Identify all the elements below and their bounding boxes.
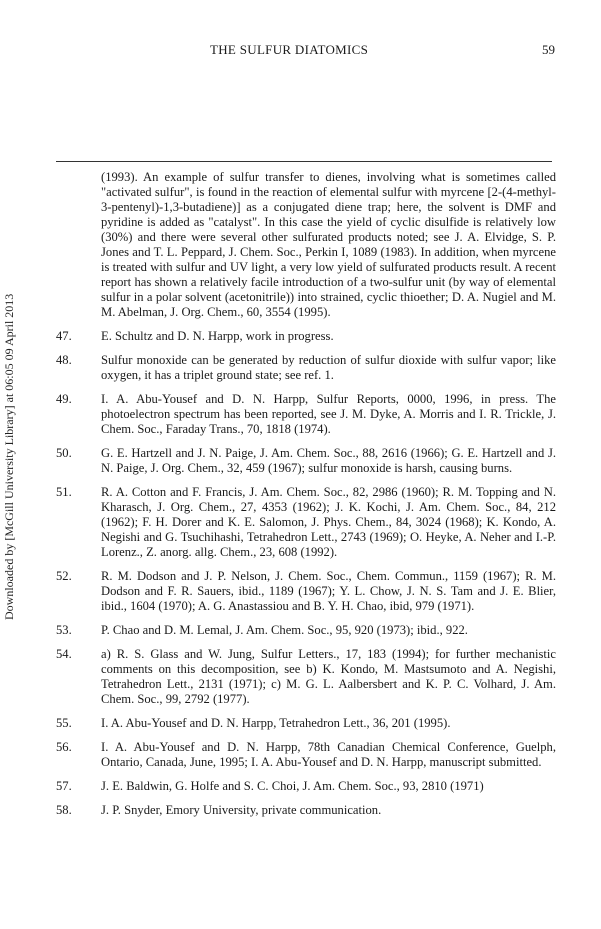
- reference-text: G. E. Hartzell and J. N. Paige, J. Am. Chem. Soc., 88, 2616 (1966); G. E. Hartzell and J. N. Paige, J. Org. Chem., 32, 459 (1967); sulfur monoxide is harsh, causing burns.: [101, 446, 556, 475]
- reference-number: 56.: [56, 740, 72, 754]
- reference-text: J. E. Baldwin, G. Holfe and S. C. Choi, J. Am. Chem. Soc., 93, 2810 (1971): [101, 779, 484, 793]
- reference-number: 47.: [56, 329, 72, 343]
- reference-continuation: [56, 170, 556, 320]
- separator-rule: [56, 161, 552, 162]
- reference-number: 53.: [56, 623, 72, 637]
- reference-text: E. Schultz and D. N. Harpp, work in progress.: [101, 329, 334, 343]
- reference-list: [56, 170, 556, 827]
- reference-item: [56, 569, 556, 614]
- page-number: 59: [542, 42, 555, 57]
- reference-text: R. M. Dodson and J. P. Nelson, J. Chem. Soc., Chem. Commun., 1159 (1967); R. M. Dodson and F. R. Sauers, ibid., 1189 (1967); Y. L. Chow, J. N. S. Tam and J. E. Blier, ibid., 1604 (1970); A. G. Anastassiou and B. Y. H. Chao, ibid, 979 (1971).: [101, 569, 556, 613]
- reference-item: [56, 485, 556, 560]
- reference-item: [56, 779, 556, 794]
- reference-text: Sulfur monoxide can be generated by reduction of sulfur dioxide with sulfur vapor; like oxygen, it has a triplet ground state; see ref. 1.: [101, 353, 556, 382]
- reference-text: J. P. Snyder, Emory University, private communication.: [101, 803, 382, 817]
- reference-number: 50.: [56, 446, 72, 460]
- reference-number: 55.: [56, 716, 72, 730]
- reference-item: [56, 446, 556, 476]
- reference-number: 54.: [56, 647, 72, 661]
- reference-number: 48.: [56, 353, 72, 367]
- reference-text: a) R. S. Glass and W. Jung, Sulfur Letters., 17, 183 (1994); for further mechanistic comments on this decomposition, see b) K. Kondo, M. Mastsumoto and A. Negishi, Tetrahedron Lett., 2131 (1971); c) M. G. L. Aalbersbert and K. P. C. Volhard, J. Am. Chem. Soc., 99, 2792 (1977).: [101, 647, 556, 706]
- reference-item: [56, 803, 556, 818]
- page-header: [0, 42, 601, 62]
- reference-number: 58.: [56, 803, 72, 817]
- reference-number: 51.: [56, 485, 72, 499]
- reference-item: [56, 329, 556, 344]
- reference-number: 52.: [56, 569, 72, 583]
- reference-text: I. A. Abu-Yousef and D. N. Harpp, Sulfur Reports, 0000, 1996, in press. The photoelectron spectrum has been reported, see J. M. Dyke, A. Morris and I. R. Trickle, J. Chem. Soc., Faraday Trans., 70, 1818 (1974).: [101, 392, 556, 436]
- reference-item: [56, 647, 556, 707]
- running-head: THE SULFUR DIATOMICS: [210, 42, 369, 57]
- reference-number: 49.: [56, 392, 72, 406]
- reference-text: R. A. Cotton and F. Francis, J. Am. Chem. Soc., 82, 2986 (1960); R. M. Topping and N. Kharasch, J. Org. Chem., 27, 4353 (1962); J. K. Kochi, J. Am. Chem. Soc., 84, 212 (1962); F. H. Dorer and K. E. Salomon, J. Phys. Chem., 84, 3024 (1968); K. Kondo, A. Negishi and G. Tsuchihashi, Tetrahedron Lett., 2743 (1969); O. Heyke, A. Neher and I.-P. Lorenz., Z. anorg. allg. Chem., 23, 608 (1992).: [101, 485, 556, 559]
- reference-item: [56, 716, 556, 731]
- reference-text: I. A. Abu-Yousef and D. N. Harpp, Tetrahedron Lett., 36, 201 (1995).: [101, 716, 451, 730]
- reference-text: I. A. Abu-Yousef and D. N. Harpp, 78th Canadian Chemical Conference, Guelph, Ontario, Canada, June, 1995; I. A. Abu-Yousef and D. N. Harpp, manuscript submitted.: [101, 740, 556, 769]
- reference-item: [56, 623, 556, 638]
- reference-text: (1993). An example of sulfur transfer to dienes, involving what is sometimes called "activated sulfur", is found in the reaction of elemental sulfur with myrcene [2-(4-methyl-3-pentenyl)-1,3-butadiene)] as a conjugated diene trap; here, the solvent is DMF and pyridine is added as "catalyst". In this case the yield of cyclic disulfide is relatively low (30%) and there were several other sulfurated products noted; see J. A. Elvidge, S. P. Jones and T. L. Peppard, J. Chem. Soc., Perkin I, 1089 (1983). In addition, when myrcene is treated with sulfur and UV light, a very low yield of sulfurated products result. A recent report has shown a relatively facile introduction of a two-sulfur unit (by way of elemental sulfur in a polar solvent (acetonitrile)) into strained, cyclic thioether; D. A. Nugiel and M. M. Abelman, J. Org. Chem., 60, 3554 (1995).: [101, 170, 556, 319]
- reference-number: 57.: [56, 779, 72, 793]
- reference-text: P. Chao and D. M. Lemal, J. Am. Chem. Soc., 95, 920 (1973); ibid., 922.: [101, 623, 468, 637]
- reference-item: [56, 740, 556, 770]
- reference-item: [56, 353, 556, 383]
- reference-item: [56, 392, 556, 437]
- download-watermark: Downloaded by [McGill University Library] at 06:05 09 April 2013: [2, 293, 16, 620]
